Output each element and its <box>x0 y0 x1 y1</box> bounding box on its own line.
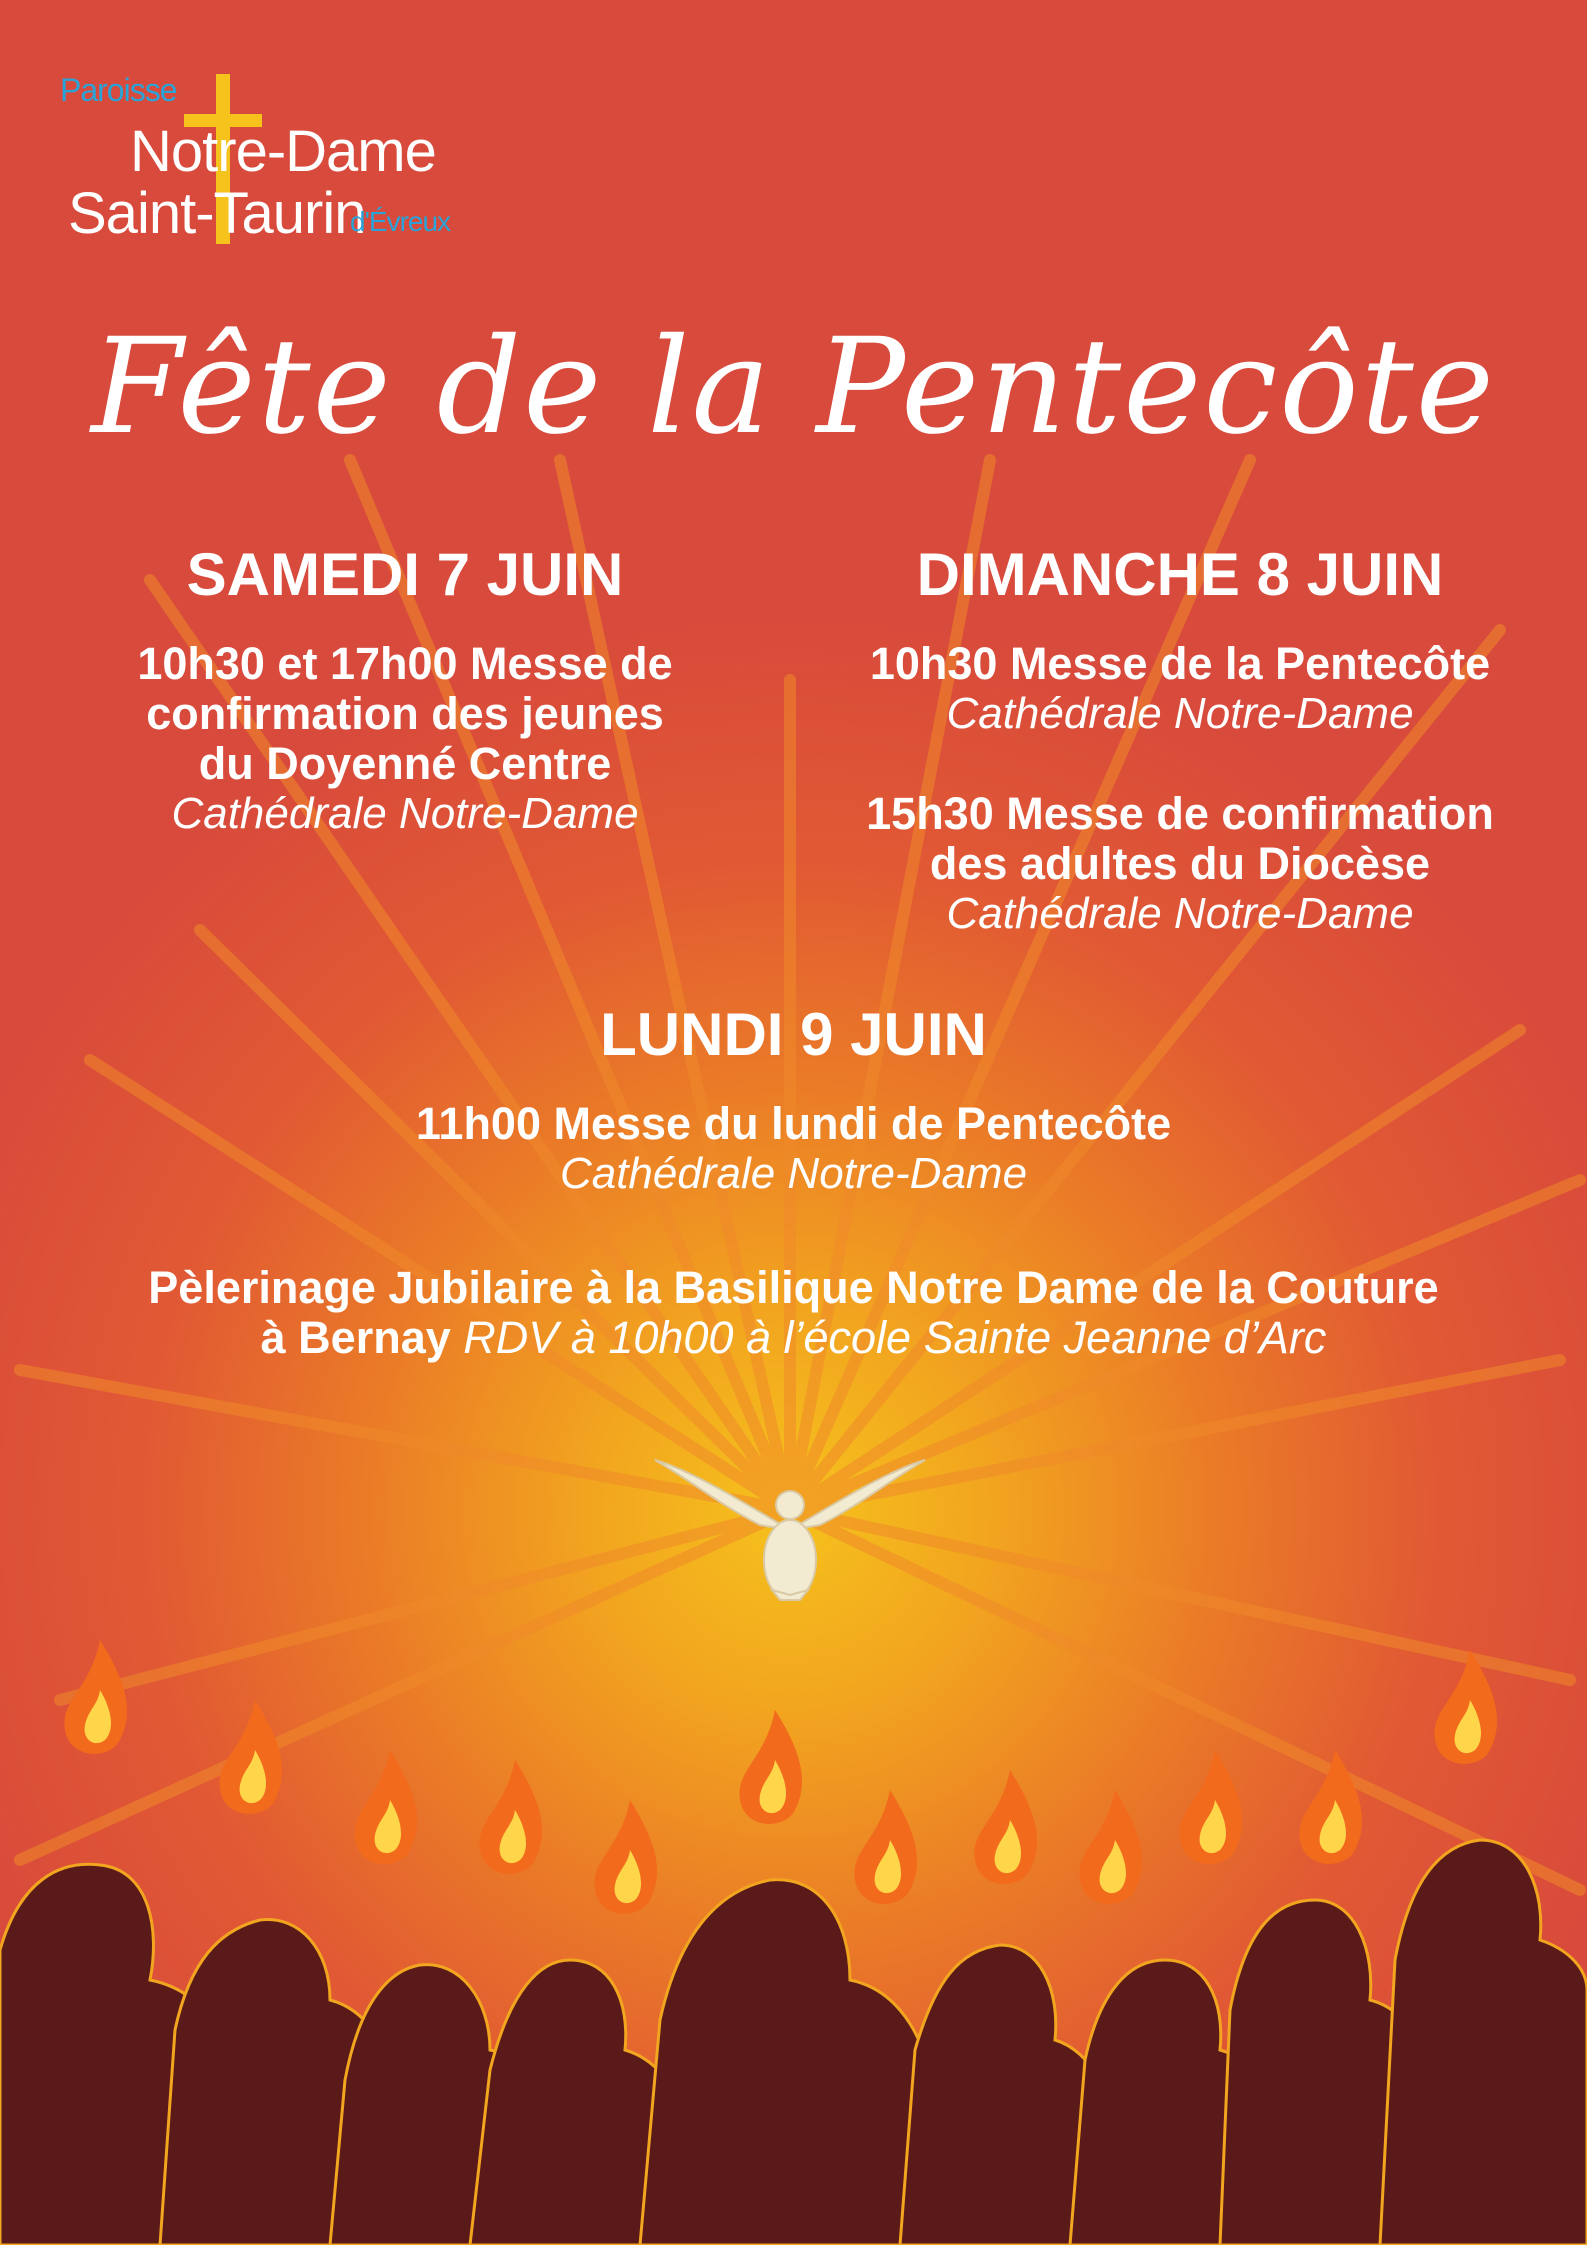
flame-icon <box>974 1770 1037 1884</box>
pelerinage-title: Pèlerinage Jubilaire à la Basilique Notre Dame de la Couture <box>148 1262 1439 1313</box>
flame-icon <box>354 1750 417 1864</box>
samedi-event-line: du Doyenné Centre <box>198 738 612 789</box>
pelerinage-place: à Bernay <box>260 1312 451 1363</box>
logo-notre-dame: Notre-Dame <box>130 119 436 184</box>
dimanche-event-line: 10h30 Messe de la Pentecôte <box>869 638 1491 689</box>
flame-icon <box>594 1800 657 1914</box>
samedi-heading: SAMEDI 7 JUIN <box>186 541 624 608</box>
flame-icon <box>1434 1650 1497 1764</box>
crowd-silhouette <box>0 1840 1587 2245</box>
flame-icon <box>1299 1750 1362 1864</box>
samedi-place: Cathédrale Notre-Dame <box>171 789 639 838</box>
samedi-event-line: 10h30 et 17h00 Messe de <box>137 638 673 689</box>
dove-icon <box>655 1460 925 1600</box>
flame-icon <box>479 1760 542 1874</box>
pelerinage-rdv: RDV à 10h00 à l’école Sainte Jeanne d’Arc <box>463 1312 1327 1363</box>
dimanche-heading: DIMANCHE 8 JUIN <box>916 541 1444 608</box>
flame-icon <box>219 1700 282 1814</box>
lundi-place: Cathédrale Notre-Dame <box>559 1149 1028 1198</box>
dimanche-event-line: des adultes du Diocèse <box>929 838 1431 889</box>
flame-icon <box>854 1790 917 1904</box>
flame-icon <box>1079 1790 1142 1904</box>
lundi-heading: LUNDI 9 JUIN <box>600 1001 987 1068</box>
dimanche-place: Cathédrale Notre-Dame <box>946 889 1414 938</box>
flame-icon <box>739 1710 802 1824</box>
samedi-event-line: confirmation des jeunes <box>146 688 664 739</box>
flame-icon <box>64 1640 127 1754</box>
dimanche-event-line: 15h30 Messe de confirmation <box>866 788 1494 839</box>
poster-title: Fête de la Pentecôte <box>91 310 1496 464</box>
logo-paroisse: Paroisse <box>60 72 177 108</box>
lundi-event: 11h00 Messe du lundi de Pentecôte <box>415 1098 1172 1149</box>
logo-evreux: d'Évreux <box>350 206 451 237</box>
flames <box>64 1640 1497 1914</box>
dimanche-place: Cathédrale Notre-Dame <box>946 689 1414 738</box>
flame-icon <box>1179 1750 1242 1864</box>
logo-saint-taurin: Saint-Taurin <box>68 181 366 246</box>
